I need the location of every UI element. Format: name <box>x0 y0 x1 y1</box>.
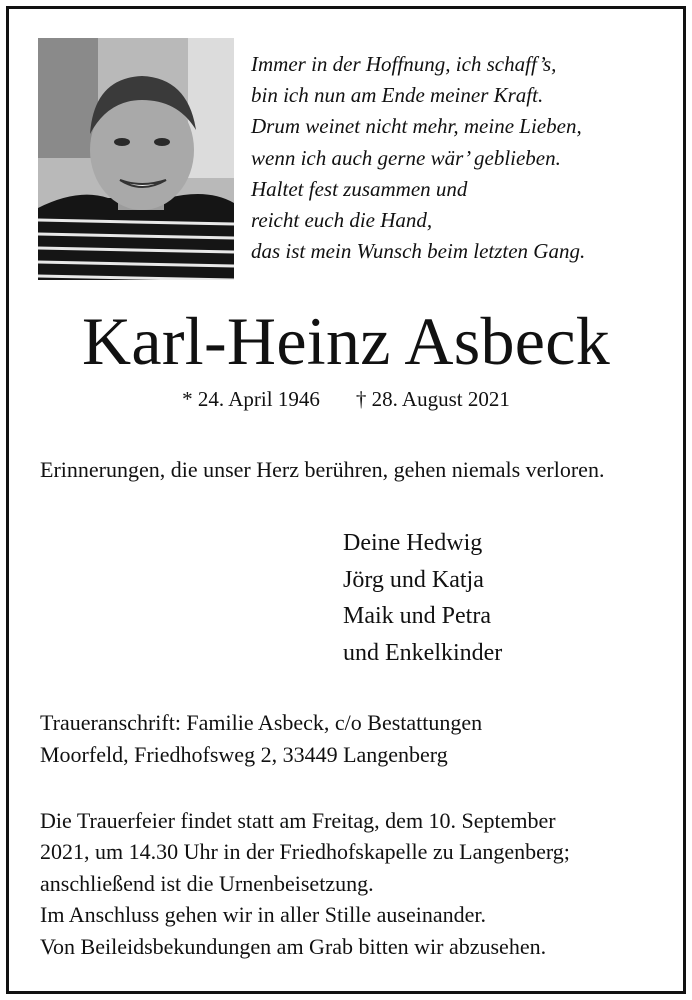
poem-line: reicht euch die Hand, <box>251 208 433 233</box>
death-date: † 28. August 2021 <box>355 387 510 411</box>
family-signatures <box>343 525 643 671</box>
poem-line: Drum weinet nicht mehr, meine Lieben, <box>251 114 582 139</box>
poem <box>251 49 671 267</box>
service-line: 2021, um 14.30 Uhr in der Friedhofskapelle zu Langenberg; <box>40 839 570 865</box>
birth-date: * 24. April 1946 <box>182 387 320 411</box>
address-line: Moorfeld, Friedhofsweg 2, 33449 Langenberg <box>40 742 448 767</box>
service-line: anschließend ist die Urnenbeisetzung. <box>40 870 374 896</box>
service-line: Die Trauerfeier findet statt am Freitag, dem 10. September <box>40 808 556 833</box>
family-line: Jörg und Katja <box>343 566 484 593</box>
life-dates <box>9 385 683 413</box>
address-line: Traueranschrift: Familie Asbeck, c/o Bestattungen <box>40 710 483 735</box>
obituary-frame <box>6 6 686 994</box>
memory-text: Erinnerungen, die unser Herz berühren, gehen niemals verloren. <box>40 457 605 482</box>
poem-line: Immer in der Hoffnung, ich schaff’s, <box>251 52 557 76</box>
poem-line: wenn ich auch gerne wär’ geblieben. <box>251 145 561 170</box>
portrait-image <box>38 38 234 280</box>
funeral-service-info <box>40 805 670 962</box>
poem-line: Haltet fest zusammen und <box>251 176 468 201</box>
mourning-address <box>40 707 660 771</box>
family-line: Maik und Petra <box>343 603 491 629</box>
family-line: und Enkelkinder <box>343 639 503 666</box>
poem-line: das ist mein Wunsch beim letzten Gang. <box>251 239 586 264</box>
poem-line: bin ich nun am Ende meiner Kraft. <box>251 83 544 108</box>
deceased-name: Karl-Heinz Asbeck <box>81 303 611 379</box>
service-line: Von Beileidsbekundungen am Grab bitten wir abzusehen. <box>40 933 547 959</box>
family-line: Deine Hedwig <box>343 530 483 556</box>
portrait-photo <box>38 38 234 280</box>
service-line: Im Anschluss gehen wir in aller Stille auseinander. <box>40 902 487 928</box>
